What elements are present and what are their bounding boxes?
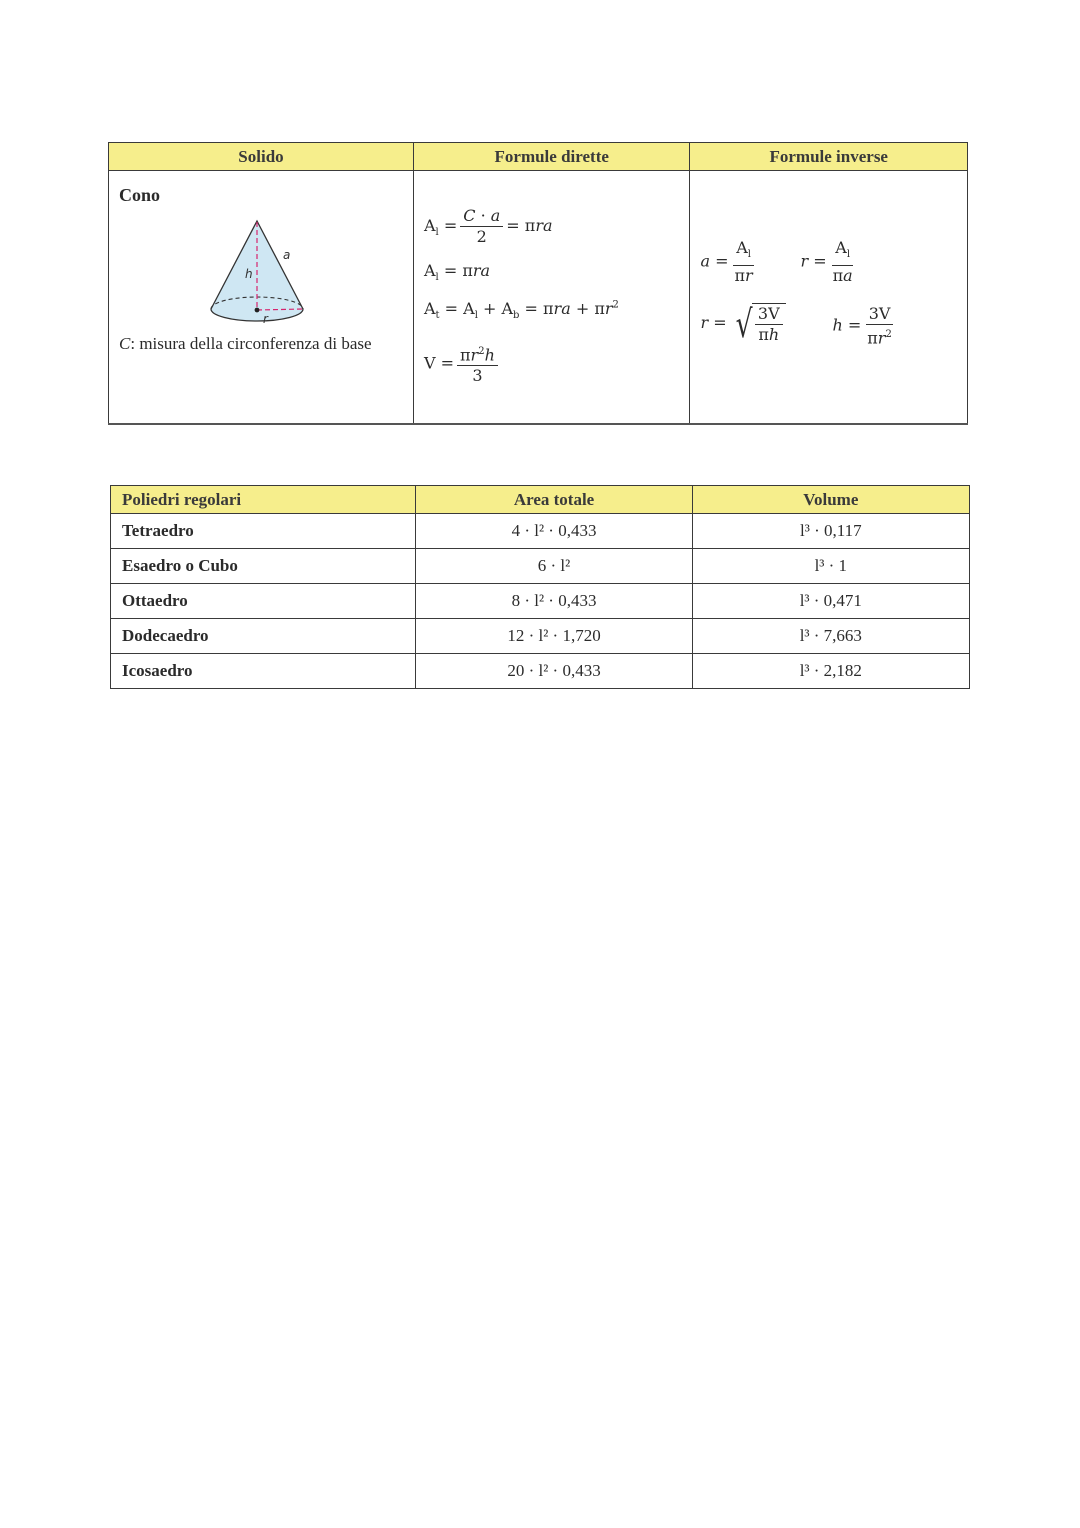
polyhedron-name: Tetraedro bbox=[111, 514, 416, 549]
table-row bbox=[111, 584, 970, 619]
table-row bbox=[111, 549, 970, 584]
label-a: a bbox=[283, 248, 291, 262]
formula-lateral-area-2: $A_l = \pi ra$ bbox=[423, 261, 491, 284]
polyhedron-volume: l³ · 1 bbox=[692, 549, 969, 584]
polyhedron-area: 4 · l² · 0,433 bbox=[416, 514, 692, 549]
polyhedron-area: 8 · l² · 0,433 bbox=[416, 584, 692, 619]
polyhedron-volume: l³ · 0,117 bbox=[692, 514, 969, 549]
header-volume: Volume bbox=[692, 486, 969, 514]
regular-polyhedra-table bbox=[110, 485, 970, 689]
polyhedron-name: Esaedro o Cubo bbox=[111, 549, 416, 584]
formula-inverse-a: a = $\frac{A_l}{\pi r}$ bbox=[700, 238, 753, 286]
direct-formulas-cell bbox=[413, 171, 690, 425]
polyhedron-area: 6 · l² bbox=[416, 549, 692, 584]
polyhedron-volume: l³ · 2,182 bbox=[692, 654, 969, 689]
caption-text: : misura della circonferenza di base bbox=[130, 334, 372, 353]
formula-inverse-r-from-volume: r = √ $\frac{3V}{\pi h}$ bbox=[700, 303, 785, 344]
cone-caption bbox=[119, 334, 372, 354]
inverse-formulas-cell bbox=[690, 171, 968, 425]
polyhedron-area: 12 · l² · 1,720 bbox=[416, 619, 692, 654]
cone-row bbox=[109, 171, 968, 425]
solid-cell bbox=[109, 171, 414, 425]
polyhedron-volume: l³ · 0,471 bbox=[692, 584, 969, 619]
header-formule-inverse: Formule inverse bbox=[690, 143, 968, 171]
header-area-totale: Area totale bbox=[416, 486, 692, 514]
cone-formula-table bbox=[108, 142, 968, 425]
caption-symbol: C bbox=[119, 334, 131, 353]
formula-inverse-h: h = $\frac{3V}{\pi r^2}$ bbox=[832, 304, 892, 348]
cone-table-header-row bbox=[109, 143, 968, 171]
formula-volume: V = $\frac{\pi r^2h}{3}$ bbox=[424, 343, 501, 385]
label-r: r bbox=[263, 312, 268, 325]
polyhedron-name: Ottaedro bbox=[111, 584, 416, 619]
formula-inverse-r-from-area: r = $\frac{A_l}{\pi a}$ bbox=[800, 238, 853, 286]
header-solido: Solido bbox=[109, 143, 414, 171]
polyhedron-volume: l³ · 7,663 bbox=[692, 619, 969, 654]
table-row bbox=[111, 619, 970, 654]
formula-lateral-area-1: $A_l$ = $\frac{C \cdot a}{2}$ = πra bbox=[423, 206, 553, 246]
formula-total-area: $A_t = A_l + A_b = \pi ra + \pi r^2$ bbox=[423, 299, 619, 322]
solid-name: Cono bbox=[119, 185, 161, 205]
table-row bbox=[111, 654, 970, 689]
polyhedron-name: Dodecaedro bbox=[111, 619, 416, 654]
polyhedron-area: 20 · l² · 0,433 bbox=[416, 654, 692, 689]
polyhedra-header-row bbox=[111, 486, 970, 514]
cone-figure bbox=[207, 217, 311, 325]
header-formule-dirette: Formule dirette bbox=[413, 143, 690, 171]
polyhedron-name: Icosaedro bbox=[111, 654, 416, 689]
header-poliedri-regolari: Poliedri regolari bbox=[111, 486, 416, 514]
label-h: h bbox=[245, 267, 253, 281]
table-row bbox=[111, 514, 970, 549]
